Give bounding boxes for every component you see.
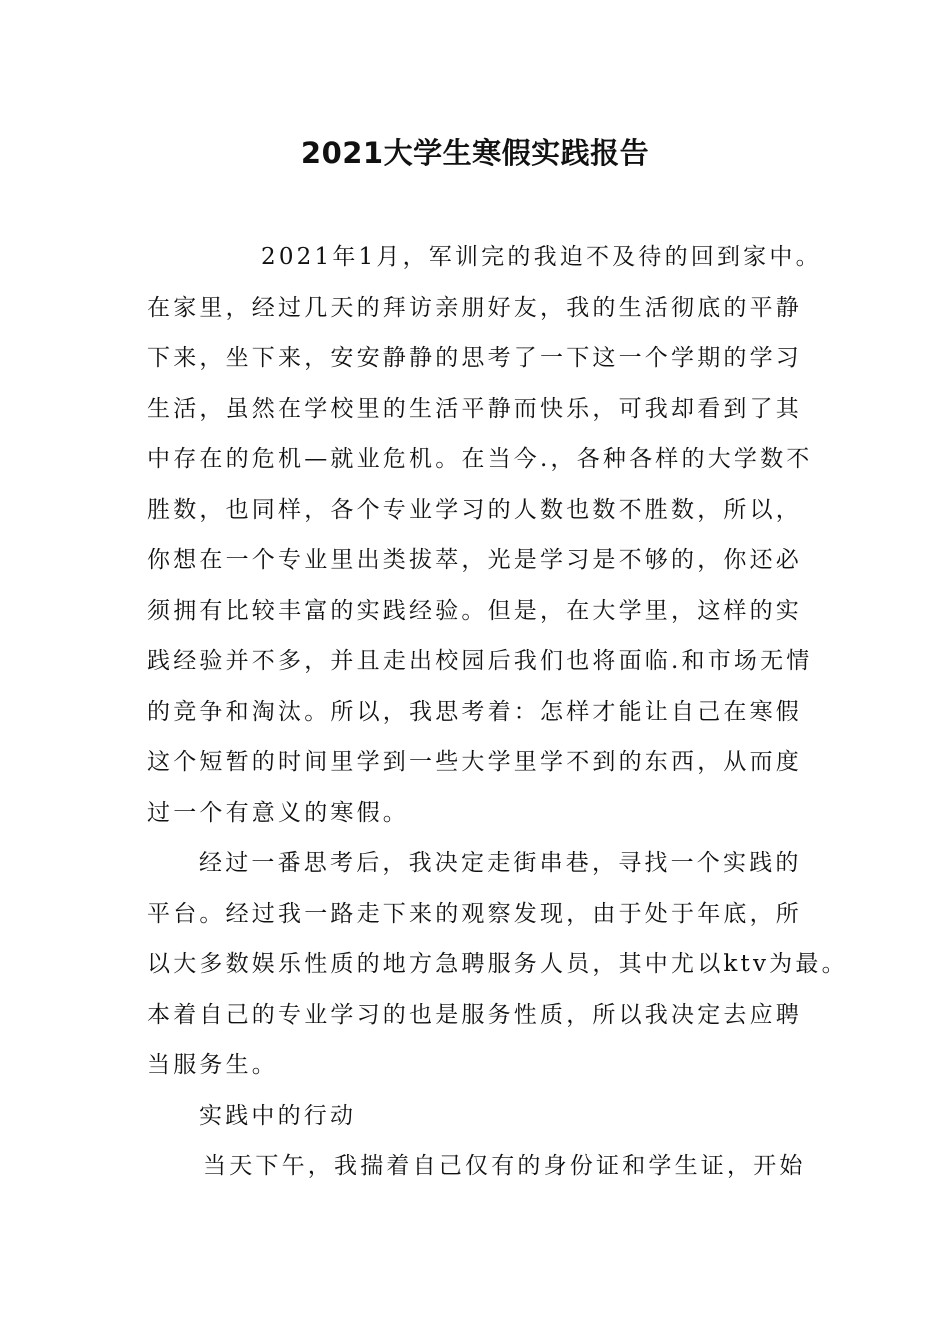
paragraph-line: 本着自己的专业学习的也是服务性质，所以我决定去应聘 [147,1001,802,1028]
document-body [147,237,848,1197]
paragraph-line: 当服务生。 [147,1052,278,1078]
paragraph-line: 你想在一个专业里出类拔萃，光是学习是不够的，你还必 [147,547,802,573]
paragraph-line: 下来，坐下来，安安静静的思考了一下这一个学期的学习 [147,345,802,371]
paragraph-line: 在家里，经过几天的拜访亲朋好友，我的生活彻底的平静 [147,294,802,321]
paragraph-line: 须拥有比较丰富的实践经验。但是，在大学里，这样的实 [147,597,802,624]
paragraph-line: 胜数，也同样，各个专业学习的人数也数不胜数，所以， [147,496,802,523]
document-title: 2021大学生寒假实践报告 [300,136,650,170]
paragraph-line: 的竞争和淘汰。所以，我思考着：怎样才能让自己在寒假 [147,698,802,725]
paragraph-line: 当天下午，我揣着自己仅有的身份证和学生证，开始 [203,1153,806,1179]
paragraph-line: 生活，虽然在学校里的生活平静而快乐，可我却看到了其 [147,395,802,422]
paragraph-line: 中存在的危机—就业危机。在当今.，各种各样的大学数不 [147,446,813,472]
paragraph-line: 平台。经过我一路走下来的观察发现，由于处于年底，所 [147,900,802,927]
paragraph-line: 过一个有意义的寒假。 [147,799,409,826]
paragraph-line: 2021年1月，军训完的我迫不及待的回到家中。 [261,244,822,270]
paragraph-line: 经过一番思考后，我决定走街串巷，寻找一个实践的 [199,850,802,876]
paragraph-line: 践经验并不多，并且走出校园后我们也将面临.和市场无情 [147,648,813,674]
section-heading: 实践中的行动 [199,1102,357,1129]
paragraph-line: 这个短暂的时间里学到一些大学里学不到的东西，从而度 [147,749,802,775]
paragraph-line: 以大多数娱乐性质的地方急聘服务人员，其中尤以ktv为最。 [147,951,848,977]
